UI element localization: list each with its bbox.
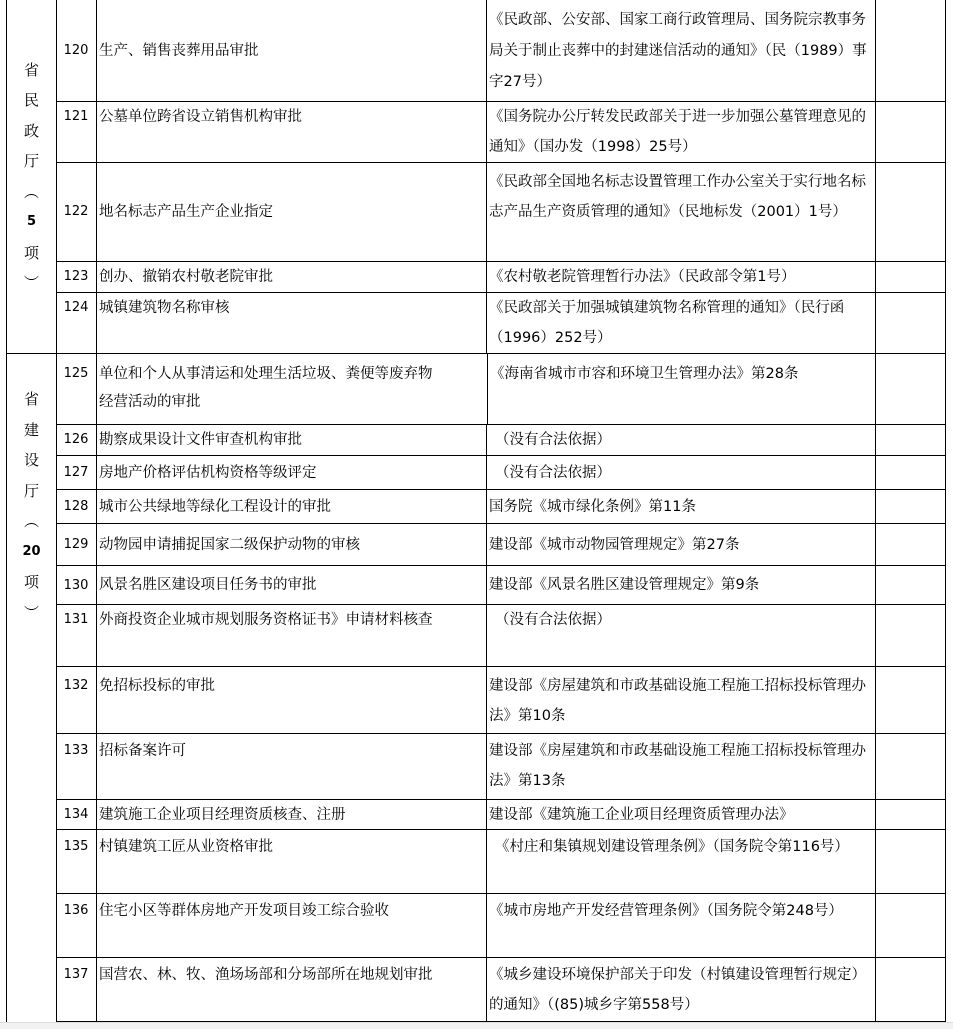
- legal-basis: 《民政部、公安部、国家工商行政管理局、国务院宗教事务局关于制止丧葬中的封建迷信活动的通知》（民（1989）事字27号）: [487, 0, 876, 101]
- approval-item: 外商投资企业城市规划服务资格证书》申请材料核查: [97, 605, 487, 666]
- legal-basis: （没有合法依据）: [487, 425, 876, 455]
- remarks-cell: [876, 456, 946, 489]
- remarks-cell: [876, 262, 946, 292]
- remarks-cell: [876, 894, 946, 957]
- approval-item: 房地产价格评估机构资格等级评定: [97, 456, 487, 489]
- legal-basis: 《海南省城市市容和环境卫生管理办法》第28条: [487, 354, 876, 424]
- approval-item: 风景名胜区建设项目任务书的审批: [97, 566, 487, 604]
- table-row: [56, 456, 946, 490]
- approval-item: 免招标投标的审批: [97, 667, 487, 733]
- approval-item: 生产、销售丧葬用品审批: [97, 0, 487, 101]
- approval-item: 村镇建筑工匠从业资格审批: [97, 830, 487, 893]
- remarks-cell: [876, 667, 946, 733]
- table-row: [56, 605, 946, 667]
- table-row: [56, 894, 946, 958]
- remarks-cell: [876, 163, 946, 261]
- approval-item: 招标备案许可: [97, 734, 487, 799]
- table-row: [56, 0, 946, 102]
- department-label: 省 民 政 厅 ︵ 5 项 ︶: [23, 60, 39, 292]
- remarks-cell: [876, 958, 946, 1021]
- remarks-cell: [876, 830, 946, 893]
- remarks-cell: [876, 0, 946, 101]
- row-number: 135: [56, 830, 97, 893]
- row-number: 133: [56, 734, 97, 799]
- table-row: [56, 800, 946, 830]
- approval-item: 单位和个人从事清运和处理生活垃圾、粪便等废弃物经营活动的审批: [99, 366, 433, 410]
- row-number: 126: [56, 425, 97, 455]
- table-row: [56, 958, 946, 1022]
- row-number: 132: [56, 667, 97, 733]
- row-number: 134: [56, 800, 97, 829]
- approval-item: 建筑施工企业项目经理资质核查、注册: [97, 800, 487, 829]
- remarks-cell: [876, 605, 946, 666]
- row-number: 120: [56, 0, 97, 101]
- table-row: [56, 667, 946, 734]
- table-row: [56, 734, 946, 800]
- remarks-cell: [876, 425, 946, 455]
- remarks-cell: [876, 566, 946, 604]
- approval-item: 动物园申请捕捉国家二级保护动物的审核: [97, 524, 487, 565]
- remarks-cell: [876, 490, 946, 523]
- approval-item: 城镇建筑物名称审核: [97, 293, 487, 353]
- table-row: [56, 354, 946, 425]
- table-row: [56, 830, 946, 894]
- legal-basis: 《民政部全国地名标志设置管理工作办公室关于实行地名标志产品生产资质管理的通知》（民地标发（2001）1号）: [487, 163, 876, 261]
- row-number: 122: [56, 163, 97, 261]
- legal-basis: 《城乡建设环境保护部关于印发（村镇建设管理暂行规定）的通知》（(85)城乡字第558号）: [487, 958, 876, 1021]
- legal-basis: 建设部《建筑施工企业项目经理资质管理办法》: [487, 800, 876, 829]
- department-cell-construction: [6, 354, 57, 1024]
- remarks-cell: [876, 800, 946, 829]
- legal-basis: 《民政部关于加强城镇建筑物名称管理的通知》（民行函（1996）252号）: [487, 293, 876, 353]
- table-row: [56, 524, 946, 566]
- table-row: [56, 425, 946, 456]
- legal-basis: 国务院《城市绿化条例》第11条: [487, 490, 876, 523]
- remarks-cell: [876, 293, 946, 353]
- legal-basis: 建设部《房屋建筑和市政基础设施工程施工招标投标管理办法》第10条: [487, 667, 876, 733]
- row-number: 127: [56, 456, 97, 489]
- row-number: 121: [56, 102, 97, 162]
- approval-item: 国营农、林、牧、渔场场部和分场部所在地规划审批: [97, 958, 487, 1021]
- legal-basis: 《村庄和集镇规划建设管理条例》（国务院令第116号）: [487, 830, 876, 893]
- approval-item: 公墓单位跨省设立销售机构审批: [97, 102, 487, 162]
- approval-item: 创办、撤销农村敬老院审批: [97, 262, 487, 292]
- approval-item: 城市公共绿地等绿化工程设计的审批: [97, 490, 487, 523]
- table-row: [56, 102, 946, 163]
- row-number: 137: [56, 958, 97, 1021]
- row-number: 124: [56, 293, 97, 353]
- legal-basis: 《农村敬老院管理暂行办法》（民政部令第1号）: [487, 262, 876, 292]
- legal-basis: 建设部《风景名胜区建设管理规定》第9条: [487, 566, 876, 604]
- row-number: 125: [56, 354, 97, 424]
- legal-basis: 建设部《城市动物园管理规定》第27条: [487, 524, 876, 565]
- department-cell-civil-affairs: [6, 0, 57, 354]
- table-row: [56, 262, 946, 293]
- department-label: 省 建 设 厅 ︵ 20 项 ︶: [22, 390, 41, 622]
- row-number: 123: [56, 262, 97, 292]
- table-row: [56, 163, 946, 262]
- row-number: 136: [56, 894, 97, 957]
- table-row: [56, 566, 946, 605]
- row-number: 128: [56, 490, 97, 523]
- legal-basis: 《国务院办公厅转发民政部关于进一步加强公墓管理意见的通知》（国办发（1998）25号）: [487, 102, 876, 162]
- approval-item: 地名标志产品生产企业指定: [97, 163, 487, 261]
- legal-basis: （没有合法依据）: [487, 456, 876, 489]
- approval-item: 勘察成果设计文件审查机构审批: [97, 425, 487, 455]
- legal-basis: 《城市房地产开发经营管理条例》（国务院令第248号）: [487, 894, 876, 957]
- legal-basis: （没有合法依据）: [487, 605, 876, 666]
- table-row: [56, 490, 946, 524]
- row-number: 129: [56, 524, 97, 565]
- approval-item: 住宅小区等群体房地产开发项目竣工综合验收: [97, 894, 487, 957]
- table-row: [56, 293, 946, 354]
- remarks-cell: [876, 524, 946, 565]
- legal-basis: 建设部《房屋建筑和市政基础设施工程施工招标投标管理办法》第13条: [487, 734, 876, 799]
- row-number: 130: [56, 566, 97, 604]
- row-number: 131: [56, 605, 97, 666]
- remarks-cell: [876, 734, 946, 799]
- remarks-cell: [876, 354, 946, 424]
- remarks-cell: [876, 102, 946, 162]
